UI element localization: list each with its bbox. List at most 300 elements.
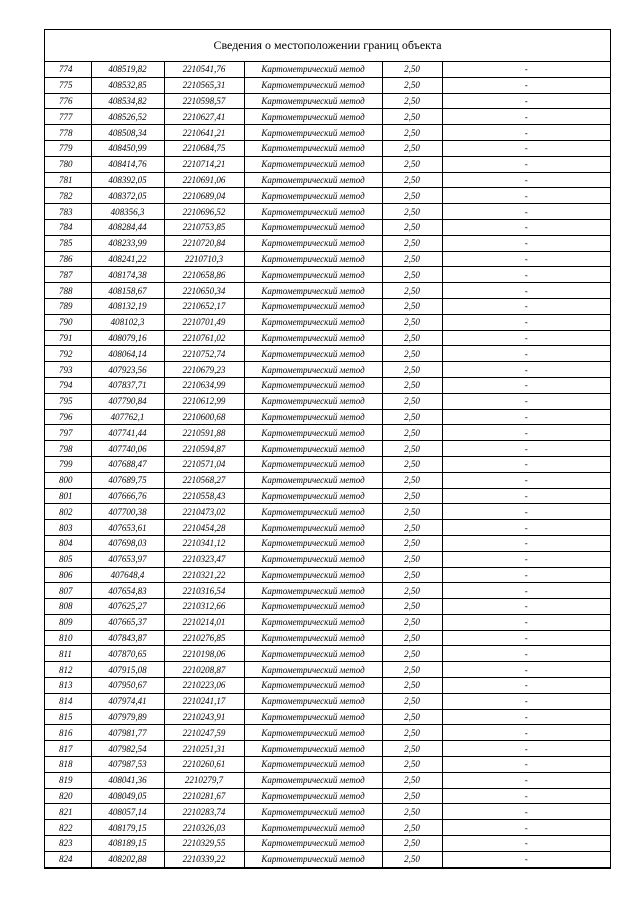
- point-number-cell: 823: [45, 836, 91, 852]
- y-coordinate-cell: 2210720,84: [164, 235, 244, 251]
- method-cell: Картометрический метод: [244, 851, 382, 867]
- note-cell: -: [442, 488, 610, 504]
- method-cell: Картометрический метод: [244, 662, 382, 678]
- y-coordinate-cell: 2210241,17: [164, 693, 244, 709]
- x-coordinate-cell: 407790,84: [91, 393, 164, 409]
- point-number-cell: 791: [45, 330, 91, 346]
- note-cell: -: [442, 725, 610, 741]
- method-cell: Картометрический метод: [244, 140, 382, 156]
- x-coordinate-cell: 408064,14: [91, 346, 164, 362]
- point-number-cell: 798: [45, 441, 91, 457]
- table-row: [45, 362, 610, 378]
- note-cell: -: [442, 567, 610, 583]
- table-row: [45, 441, 610, 457]
- y-coordinate-cell: 2210752,74: [164, 346, 244, 362]
- y-coordinate-cell: 2210701,49: [164, 314, 244, 330]
- x-coordinate-cell: 408057,14: [91, 804, 164, 820]
- method-cell: Картометрический метод: [244, 188, 382, 204]
- note-cell: -: [442, 630, 610, 646]
- method-cell: Картометрический метод: [244, 599, 382, 615]
- point-number-cell: 819: [45, 772, 91, 788]
- point-number-cell: 776: [45, 93, 91, 109]
- x-coordinate-cell: 407923,56: [91, 362, 164, 378]
- y-coordinate-cell: 2210679,23: [164, 362, 244, 378]
- point-number-cell: 812: [45, 662, 91, 678]
- table-row: [45, 172, 610, 188]
- note-cell: -: [442, 599, 610, 615]
- method-cell: Картометрический метод: [244, 393, 382, 409]
- note-cell: -: [442, 456, 610, 472]
- method-cell: Картометрический метод: [244, 109, 382, 125]
- x-coordinate-cell: 408102,3: [91, 314, 164, 330]
- method-cell: Картометрический метод: [244, 235, 382, 251]
- accuracy-cell: 2,50: [382, 235, 442, 251]
- method-cell: Картометрический метод: [244, 425, 382, 441]
- point-number-cell: 774: [45, 62, 91, 77]
- method-cell: Картометрический метод: [244, 346, 382, 362]
- note-cell: -: [442, 851, 610, 867]
- table-row: [45, 725, 610, 741]
- accuracy-cell: 2,50: [382, 630, 442, 646]
- note-cell: -: [442, 140, 610, 156]
- y-coordinate-cell: 2210591,88: [164, 425, 244, 441]
- method-cell: Картометрический метод: [244, 836, 382, 852]
- point-number-cell: 794: [45, 377, 91, 393]
- y-coordinate-cell: 2210223,06: [164, 678, 244, 694]
- point-number-cell: 785: [45, 235, 91, 251]
- point-number-cell: 797: [45, 425, 91, 441]
- method-cell: Картометрический метод: [244, 93, 382, 109]
- method-cell: Картометрический метод: [244, 456, 382, 472]
- y-coordinate-cell: 2210598,57: [164, 93, 244, 109]
- method-cell: Картометрический метод: [244, 520, 382, 536]
- x-coordinate-cell: 407915,08: [91, 662, 164, 678]
- point-number-cell: 779: [45, 140, 91, 156]
- document-title: Сведения о местоположении границ объекта: [45, 30, 610, 62]
- point-number-cell: 824: [45, 851, 91, 867]
- point-number-cell: 790: [45, 314, 91, 330]
- method-cell: Картометрический метод: [244, 788, 382, 804]
- accuracy-cell: 2,50: [382, 188, 442, 204]
- point-number-cell: 780: [45, 156, 91, 172]
- table-row: [45, 156, 610, 172]
- point-number-cell: 811: [45, 646, 91, 662]
- y-coordinate-cell: 2210558,43: [164, 488, 244, 504]
- x-coordinate-cell: 408284,44: [91, 219, 164, 235]
- method-cell: Картометрический метод: [244, 441, 382, 457]
- table-row: [45, 409, 610, 425]
- method-cell: Картометрический метод: [244, 172, 382, 188]
- x-coordinate-cell: 407648,4: [91, 567, 164, 583]
- x-coordinate-cell: 408233,99: [91, 235, 164, 251]
- accuracy-cell: 2,50: [382, 140, 442, 156]
- table-row: [45, 567, 610, 583]
- x-coordinate-cell: 408414,76: [91, 156, 164, 172]
- method-cell: Картометрический метод: [244, 77, 382, 93]
- table-row: [45, 520, 610, 536]
- table-row: [45, 219, 610, 235]
- x-coordinate-cell: 407950,67: [91, 678, 164, 694]
- x-coordinate-cell: 407625,27: [91, 599, 164, 615]
- note-cell: -: [442, 346, 610, 362]
- table-row: [45, 583, 610, 599]
- accuracy-cell: 2,50: [382, 678, 442, 694]
- coordinates-table-body: [45, 62, 610, 867]
- note-cell: -: [442, 172, 610, 188]
- table-row: [45, 425, 610, 441]
- method-cell: Картометрический метод: [244, 614, 382, 630]
- note-cell: -: [442, 393, 610, 409]
- y-coordinate-cell: 2210714,21: [164, 156, 244, 172]
- accuracy-cell: 2,50: [382, 804, 442, 820]
- method-cell: Картометрический метод: [244, 678, 382, 694]
- method-cell: Картометрический метод: [244, 583, 382, 599]
- y-coordinate-cell: 2210658,86: [164, 267, 244, 283]
- table-row: [45, 772, 610, 788]
- x-coordinate-cell: 408526,52: [91, 109, 164, 125]
- table-row: [45, 741, 610, 757]
- note-cell: -: [442, 314, 610, 330]
- point-number-cell: 814: [45, 693, 91, 709]
- table-row: [45, 662, 610, 678]
- accuracy-cell: 2,50: [382, 346, 442, 362]
- x-coordinate-cell: 408179,15: [91, 820, 164, 836]
- x-coordinate-cell: 408241,22: [91, 251, 164, 267]
- accuracy-cell: 2,50: [382, 393, 442, 409]
- y-coordinate-cell: 2210696,52: [164, 204, 244, 220]
- method-cell: Картометрический метод: [244, 62, 382, 77]
- y-coordinate-cell: 2210710,3: [164, 251, 244, 267]
- point-number-cell: 801: [45, 488, 91, 504]
- accuracy-cell: 2,50: [382, 693, 442, 709]
- point-number-cell: 817: [45, 741, 91, 757]
- x-coordinate-cell: 408202,88: [91, 851, 164, 867]
- accuracy-cell: 2,50: [382, 156, 442, 172]
- table-row: [45, 140, 610, 156]
- accuracy-cell: 2,50: [382, 551, 442, 567]
- accuracy-cell: 2,50: [382, 283, 442, 299]
- x-coordinate-cell: 407987,53: [91, 757, 164, 773]
- method-cell: Картометрический метод: [244, 725, 382, 741]
- note-cell: -: [442, 62, 610, 77]
- note-cell: -: [442, 709, 610, 725]
- method-cell: Картометрический метод: [244, 204, 382, 220]
- point-number-cell: 778: [45, 125, 91, 141]
- method-cell: Картометрический метод: [244, 741, 382, 757]
- y-coordinate-cell: 2210454,28: [164, 520, 244, 536]
- point-number-cell: 783: [45, 204, 91, 220]
- table-row: [45, 377, 610, 393]
- method-cell: Картометрический метод: [244, 330, 382, 346]
- x-coordinate-cell: 407653,61: [91, 520, 164, 536]
- note-cell: -: [442, 804, 610, 820]
- accuracy-cell: 2,50: [382, 520, 442, 536]
- y-coordinate-cell: 2210312,66: [164, 599, 244, 615]
- y-coordinate-cell: 2210650,34: [164, 283, 244, 299]
- note-cell: -: [442, 583, 610, 599]
- table-row: [45, 346, 610, 362]
- method-cell: Картометрический метод: [244, 267, 382, 283]
- x-coordinate-cell: 408189,15: [91, 836, 164, 852]
- method-cell: Картометрический метод: [244, 377, 382, 393]
- table-row: [45, 314, 610, 330]
- y-coordinate-cell: 2210612,99: [164, 393, 244, 409]
- table-row: [45, 851, 610, 867]
- note-cell: -: [442, 267, 610, 283]
- x-coordinate-cell: 407700,38: [91, 504, 164, 520]
- accuracy-cell: 2,50: [382, 204, 442, 220]
- x-coordinate-cell: 408041,36: [91, 772, 164, 788]
- x-coordinate-cell: 408532,85: [91, 77, 164, 93]
- table-row: [45, 456, 610, 472]
- point-number-cell: 802: [45, 504, 91, 520]
- accuracy-cell: 2,50: [382, 251, 442, 267]
- table-row: [45, 62, 610, 77]
- x-coordinate-cell: 408519,82: [91, 62, 164, 77]
- x-coordinate-cell: 407870,65: [91, 646, 164, 662]
- accuracy-cell: 2,50: [382, 267, 442, 283]
- accuracy-cell: 2,50: [382, 788, 442, 804]
- accuracy-cell: 2,50: [382, 567, 442, 583]
- method-cell: Картометрический метод: [244, 314, 382, 330]
- point-number-cell: 796: [45, 409, 91, 425]
- table-row: [45, 614, 610, 630]
- table-row: [45, 551, 610, 567]
- y-coordinate-cell: 2210634,99: [164, 377, 244, 393]
- accuracy-cell: 2,50: [382, 851, 442, 867]
- point-number-cell: 788: [45, 283, 91, 299]
- accuracy-cell: 2,50: [382, 599, 442, 615]
- note-cell: -: [442, 772, 610, 788]
- point-number-cell: 784: [45, 219, 91, 235]
- x-coordinate-cell: 407982,54: [91, 741, 164, 757]
- x-coordinate-cell: 407843,87: [91, 630, 164, 646]
- table-row: [45, 330, 610, 346]
- y-coordinate-cell: 2210214,01: [164, 614, 244, 630]
- table-row: [45, 188, 610, 204]
- x-coordinate-cell: 408158,67: [91, 283, 164, 299]
- method-cell: Картометрический метод: [244, 488, 382, 504]
- note-cell: -: [442, 377, 610, 393]
- accuracy-cell: 2,50: [382, 662, 442, 678]
- table-row: [45, 125, 610, 141]
- x-coordinate-cell: 408450,99: [91, 140, 164, 156]
- accuracy-cell: 2,50: [382, 377, 442, 393]
- note-cell: -: [442, 472, 610, 488]
- note-cell: -: [442, 235, 610, 251]
- table-row: [45, 267, 610, 283]
- accuracy-cell: 2,50: [382, 709, 442, 725]
- point-number-cell: 807: [45, 583, 91, 599]
- point-number-cell: 809: [45, 614, 91, 630]
- y-coordinate-cell: 2210594,87: [164, 441, 244, 457]
- y-coordinate-cell: 2210341,12: [164, 535, 244, 551]
- y-coordinate-cell: 2210279,7: [164, 772, 244, 788]
- point-number-cell: 795: [45, 393, 91, 409]
- y-coordinate-cell: 2210753,85: [164, 219, 244, 235]
- y-coordinate-cell: 2210761,02: [164, 330, 244, 346]
- note-cell: -: [442, 693, 610, 709]
- accuracy-cell: 2,50: [382, 757, 442, 773]
- y-coordinate-cell: 2210276,85: [164, 630, 244, 646]
- note-cell: -: [442, 425, 610, 441]
- accuracy-cell: 2,50: [382, 172, 442, 188]
- accuracy-cell: 2,50: [382, 456, 442, 472]
- point-number-cell: 789: [45, 298, 91, 314]
- point-number-cell: 805: [45, 551, 91, 567]
- table-row: [45, 788, 610, 804]
- note-cell: -: [442, 362, 610, 378]
- note-cell: -: [442, 93, 610, 109]
- table-row: [45, 488, 610, 504]
- y-coordinate-cell: 2210541,76: [164, 62, 244, 77]
- point-number-cell: 806: [45, 567, 91, 583]
- table-row: [45, 693, 610, 709]
- accuracy-cell: 2,50: [382, 362, 442, 378]
- method-cell: Картометрический метод: [244, 567, 382, 583]
- point-number-cell: 813: [45, 678, 91, 694]
- note-cell: -: [442, 204, 610, 220]
- method-cell: Картометрический метод: [244, 551, 382, 567]
- x-coordinate-cell: 408534,82: [91, 93, 164, 109]
- note-cell: -: [442, 678, 610, 694]
- table-row: [45, 283, 610, 299]
- x-coordinate-cell: 408049,05: [91, 788, 164, 804]
- table-row: [45, 757, 610, 773]
- point-number-cell: 822: [45, 820, 91, 836]
- x-coordinate-cell: 407698,03: [91, 535, 164, 551]
- y-coordinate-cell: 2210600,68: [164, 409, 244, 425]
- accuracy-cell: 2,50: [382, 741, 442, 757]
- x-coordinate-cell: 407741,44: [91, 425, 164, 441]
- accuracy-cell: 2,50: [382, 425, 442, 441]
- y-coordinate-cell: 2210281,67: [164, 788, 244, 804]
- x-coordinate-cell: 408079,16: [91, 330, 164, 346]
- point-number-cell: 808: [45, 599, 91, 615]
- y-coordinate-cell: 2210329,55: [164, 836, 244, 852]
- accuracy-cell: 2,50: [382, 441, 442, 457]
- point-number-cell: 777: [45, 109, 91, 125]
- y-coordinate-cell: 2210571,04: [164, 456, 244, 472]
- accuracy-cell: 2,50: [382, 109, 442, 125]
- note-cell: -: [442, 520, 610, 536]
- table-row: [45, 535, 610, 551]
- note-cell: -: [442, 125, 610, 141]
- table-row: [45, 678, 610, 694]
- accuracy-cell: 2,50: [382, 93, 442, 109]
- y-coordinate-cell: 2210251,31: [164, 741, 244, 757]
- note-cell: -: [442, 219, 610, 235]
- accuracy-cell: 2,50: [382, 504, 442, 520]
- point-number-cell: 800: [45, 472, 91, 488]
- method-cell: Картометрический метод: [244, 804, 382, 820]
- point-number-cell: 793: [45, 362, 91, 378]
- boundary-coordinates-sheet: [44, 29, 611, 869]
- note-cell: -: [442, 836, 610, 852]
- y-coordinate-cell: 2210339,22: [164, 851, 244, 867]
- method-cell: Картометрический метод: [244, 772, 382, 788]
- point-number-cell: 792: [45, 346, 91, 362]
- y-coordinate-cell: 2210565,31: [164, 77, 244, 93]
- point-number-cell: 818: [45, 757, 91, 773]
- method-cell: Картометрический метод: [244, 362, 382, 378]
- point-number-cell: 781: [45, 172, 91, 188]
- method-cell: Картометрический метод: [244, 219, 382, 235]
- accuracy-cell: 2,50: [382, 535, 442, 551]
- note-cell: -: [442, 441, 610, 457]
- accuracy-cell: 2,50: [382, 219, 442, 235]
- point-number-cell: 810: [45, 630, 91, 646]
- accuracy-cell: 2,50: [382, 472, 442, 488]
- table-row: [45, 204, 610, 220]
- method-cell: Картометрический метод: [244, 409, 382, 425]
- x-coordinate-cell: 407654,83: [91, 583, 164, 599]
- note-cell: -: [442, 741, 610, 757]
- point-number-cell: 782: [45, 188, 91, 204]
- x-coordinate-cell: 407837,71: [91, 377, 164, 393]
- method-cell: Картометрический метод: [244, 156, 382, 172]
- note-cell: -: [442, 77, 610, 93]
- method-cell: Картометрический метод: [244, 251, 382, 267]
- note-cell: -: [442, 551, 610, 567]
- coordinates-table: [45, 62, 610, 868]
- accuracy-cell: 2,50: [382, 298, 442, 314]
- table-row: [45, 93, 610, 109]
- x-coordinate-cell: 407666,76: [91, 488, 164, 504]
- note-cell: -: [442, 535, 610, 551]
- method-cell: Картометрический метод: [244, 298, 382, 314]
- table-row: [45, 646, 610, 662]
- table-row: [45, 298, 610, 314]
- accuracy-cell: 2,50: [382, 725, 442, 741]
- method-cell: Картометрический метод: [244, 504, 382, 520]
- y-coordinate-cell: 2210641,21: [164, 125, 244, 141]
- method-cell: Картометрический метод: [244, 820, 382, 836]
- x-coordinate-cell: 407762,1: [91, 409, 164, 425]
- point-number-cell: 804: [45, 535, 91, 551]
- note-cell: -: [442, 820, 610, 836]
- method-cell: Картометрический метод: [244, 757, 382, 773]
- x-coordinate-cell: 407981,77: [91, 725, 164, 741]
- note-cell: -: [442, 662, 610, 678]
- x-coordinate-cell: 407979,89: [91, 709, 164, 725]
- point-number-cell: 787: [45, 267, 91, 283]
- accuracy-cell: 2,50: [382, 62, 442, 77]
- accuracy-cell: 2,50: [382, 614, 442, 630]
- table-row: [45, 804, 610, 820]
- accuracy-cell: 2,50: [382, 488, 442, 504]
- accuracy-cell: 2,50: [382, 330, 442, 346]
- x-coordinate-cell: 408356,3: [91, 204, 164, 220]
- note-cell: -: [442, 409, 610, 425]
- accuracy-cell: 2,50: [382, 583, 442, 599]
- y-coordinate-cell: 2210652,17: [164, 298, 244, 314]
- note-cell: -: [442, 504, 610, 520]
- table-row: [45, 820, 610, 836]
- table-row: [45, 235, 610, 251]
- x-coordinate-cell: 407974,41: [91, 693, 164, 709]
- y-coordinate-cell: 2210208,87: [164, 662, 244, 678]
- x-coordinate-cell: 407653,97: [91, 551, 164, 567]
- note-cell: -: [442, 188, 610, 204]
- x-coordinate-cell: 407665,37: [91, 614, 164, 630]
- accuracy-cell: 2,50: [382, 77, 442, 93]
- accuracy-cell: 2,50: [382, 836, 442, 852]
- point-number-cell: 786: [45, 251, 91, 267]
- accuracy-cell: 2,50: [382, 125, 442, 141]
- method-cell: Картометрический метод: [244, 630, 382, 646]
- x-coordinate-cell: 407740,06: [91, 441, 164, 457]
